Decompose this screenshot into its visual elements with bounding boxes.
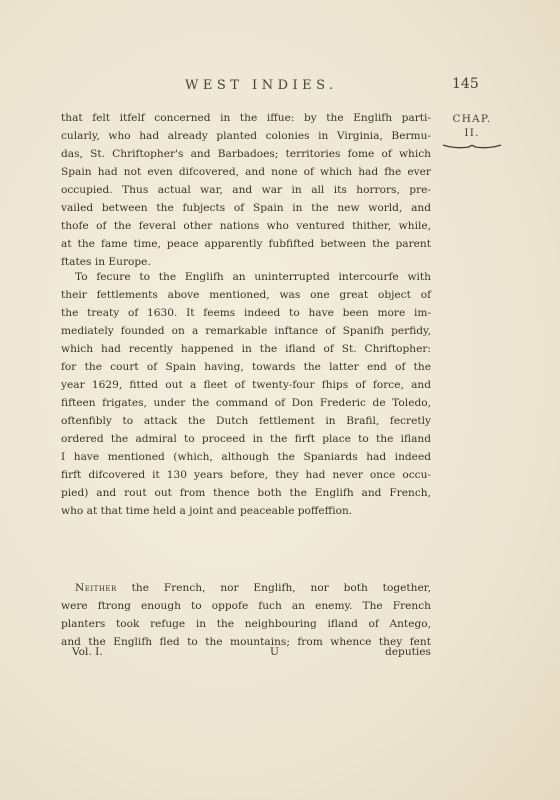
chapter-number: II. (464, 127, 480, 139)
text-line: were ftrong enough to oppofe fuch an enemy. The French (61, 600, 431, 612)
text-line: Spain had not even difcovered, and none of which had fhe ever (61, 166, 431, 178)
catchword: deputies (384, 646, 431, 658)
chapter-margin-note (437, 112, 507, 150)
page-footer (72, 646, 431, 664)
volume-label: Vol. I. (72, 646, 103, 658)
paragraph-1 (61, 109, 431, 271)
text-line: year 1629, fitted out a fleet of twenty-four fhips of force, and (61, 379, 431, 391)
page-number: 145 (452, 76, 479, 92)
text-line: for the court of Spain having, towards the latter end of the (61, 361, 431, 373)
running-head: WEST INDIES. (185, 78, 338, 93)
text-line: vailed between the fubjects of Spain in the new world, and (61, 202, 431, 214)
paragraph-2 (61, 268, 431, 520)
text-line: at the fame time, peace apparently fubfifted between the parent (61, 238, 431, 250)
text-line: planters took refuge in the neighbouring ifland of Antego, (61, 618, 431, 630)
text-line: which had recently happened in the ifland of St. Chriftopher: (61, 343, 431, 355)
text-line: cularly, who had already planted colonies in Virginia, Bermu- (61, 130, 431, 142)
text-line: mediately founded on a remarkable inftance of Spanifh perfidy, (61, 325, 431, 337)
text-line: occupied. Thus actual war, and war in all its horrors, pre- (61, 184, 431, 196)
text-line: who at that time held a joint and peaceable poffeffion. (61, 505, 353, 517)
text-line: To fecure to the Englifh an uninterrupted intercourfe with (75, 271, 431, 283)
text-line: and the Englifh fled to the mountains; from whence they fent (61, 636, 431, 648)
text-line: pied) and rout out from thence both the Englifh and French, (61, 487, 431, 499)
text-line: that felt itfelf concerned in the iffue: by the Englifh parti- (61, 112, 431, 124)
text-line: their fettlements above mentioned, was one great object of (61, 289, 431, 301)
signature-mark: U (270, 646, 279, 658)
swash-ornament-icon (441, 142, 503, 150)
chapter-label: CHAP. (452, 113, 492, 125)
text-line: firft difcovered it 130 years before, they had never once occu- (61, 469, 431, 481)
text-line: das, St. Chriftopher's and Barbadoes; territories fome of which (61, 148, 431, 160)
text-line (61, 579, 431, 597)
text-line: the treaty of 1630. It feems indeed to have been more im- (61, 307, 431, 319)
first-word: Neither (75, 582, 117, 594)
text-line: oftenfibly to attack the Dutch fettlement in Brafil, fecretly (61, 415, 431, 427)
text-line: I have mentioned (which, although the Spaniards had indeed (61, 451, 431, 463)
text-line: fifteen frigates, under the command of Don Frederic de Toledo, (61, 397, 431, 409)
paragraph-3 (61, 579, 431, 651)
text-line: thofe of the feveral other nations who ventured thither, while, (61, 220, 431, 232)
text-line: ordered the admiral to proceed in the firft place to the ifland (61, 433, 431, 445)
text-line: ftates in Europe. (61, 256, 151, 268)
text-line-rest: the French, nor Englifh, nor both together, (116, 582, 431, 594)
